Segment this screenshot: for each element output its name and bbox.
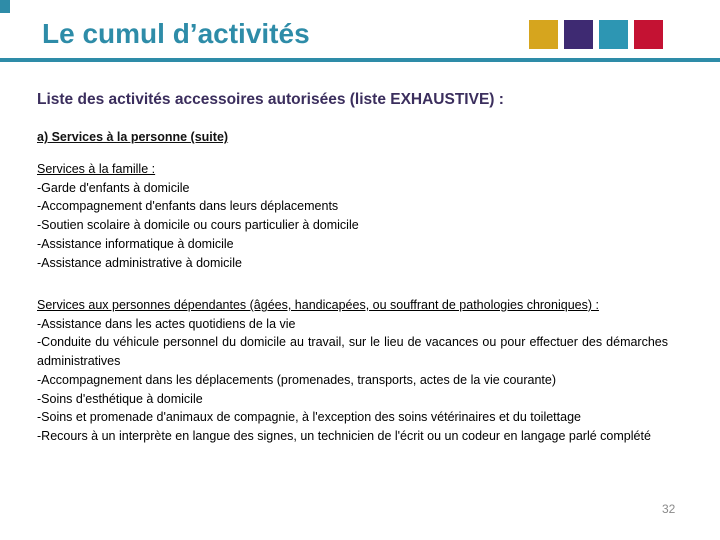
list-item: -Assistance dans les actes quotidiens de la vie — [37, 316, 296, 331]
accent-square-gold — [529, 20, 558, 49]
intro-heading: Liste des activités accessoires autorisées (liste EXHAUSTIVE) : — [37, 91, 504, 108]
header-divider-line — [0, 58, 720, 62]
page-number: 32 — [662, 502, 676, 516]
corner-accent-bar — [0, 0, 10, 13]
section-heading: Services aux personnes dépendantes (âgées, handicapées, ou souffrant de pathologies chroniques) : — [37, 298, 599, 312]
accent-square-purple — [564, 20, 593, 49]
list-item: -Soutien scolaire à domicile ou cours particulier à domicile — [37, 218, 359, 233]
list-item: -Soins d'esthétique à domicile — [37, 391, 203, 406]
sub-heading: a) Services à la personne (suite) — [37, 130, 229, 144]
list-item: -Assistance administrative à domicile — [37, 255, 242, 270]
list-item: -Accompagnement d'enfants dans leurs déplacements — [37, 199, 339, 214]
section-heading: Services à la famille : — [37, 162, 156, 176]
accent-squares — [529, 20, 663, 49]
list-item: -Accompagnement dans les déplacements (promenades, transports, actes de la vie courante) — [37, 372, 557, 387]
section-personnes-dependantes — [37, 296, 668, 446]
slide-title: Le cumul d’activités — [42, 18, 310, 49]
accent-square-red — [634, 20, 663, 49]
list-item: -Soins et promenade d'animaux de compagnie, à l'exception des soins vétérinaires et du toilettage — [37, 410, 581, 425]
section-services-famille — [37, 160, 668, 272]
list-item: -Conduite du véhicule personnel du domicile au travail, sur le lieu de vacances ou pour effectuer des démarches administratives — [37, 335, 668, 369]
list-item: -Garde d'enfants à domicile — [37, 180, 190, 195]
list-item: -Assistance informatique à domicile — [37, 236, 234, 251]
accent-square-blue — [599, 20, 628, 49]
list-item: -Recours à un interprète en langue des signes, un technicien de l'écrit ou un codeur en langage parlé complété — [37, 428, 651, 443]
